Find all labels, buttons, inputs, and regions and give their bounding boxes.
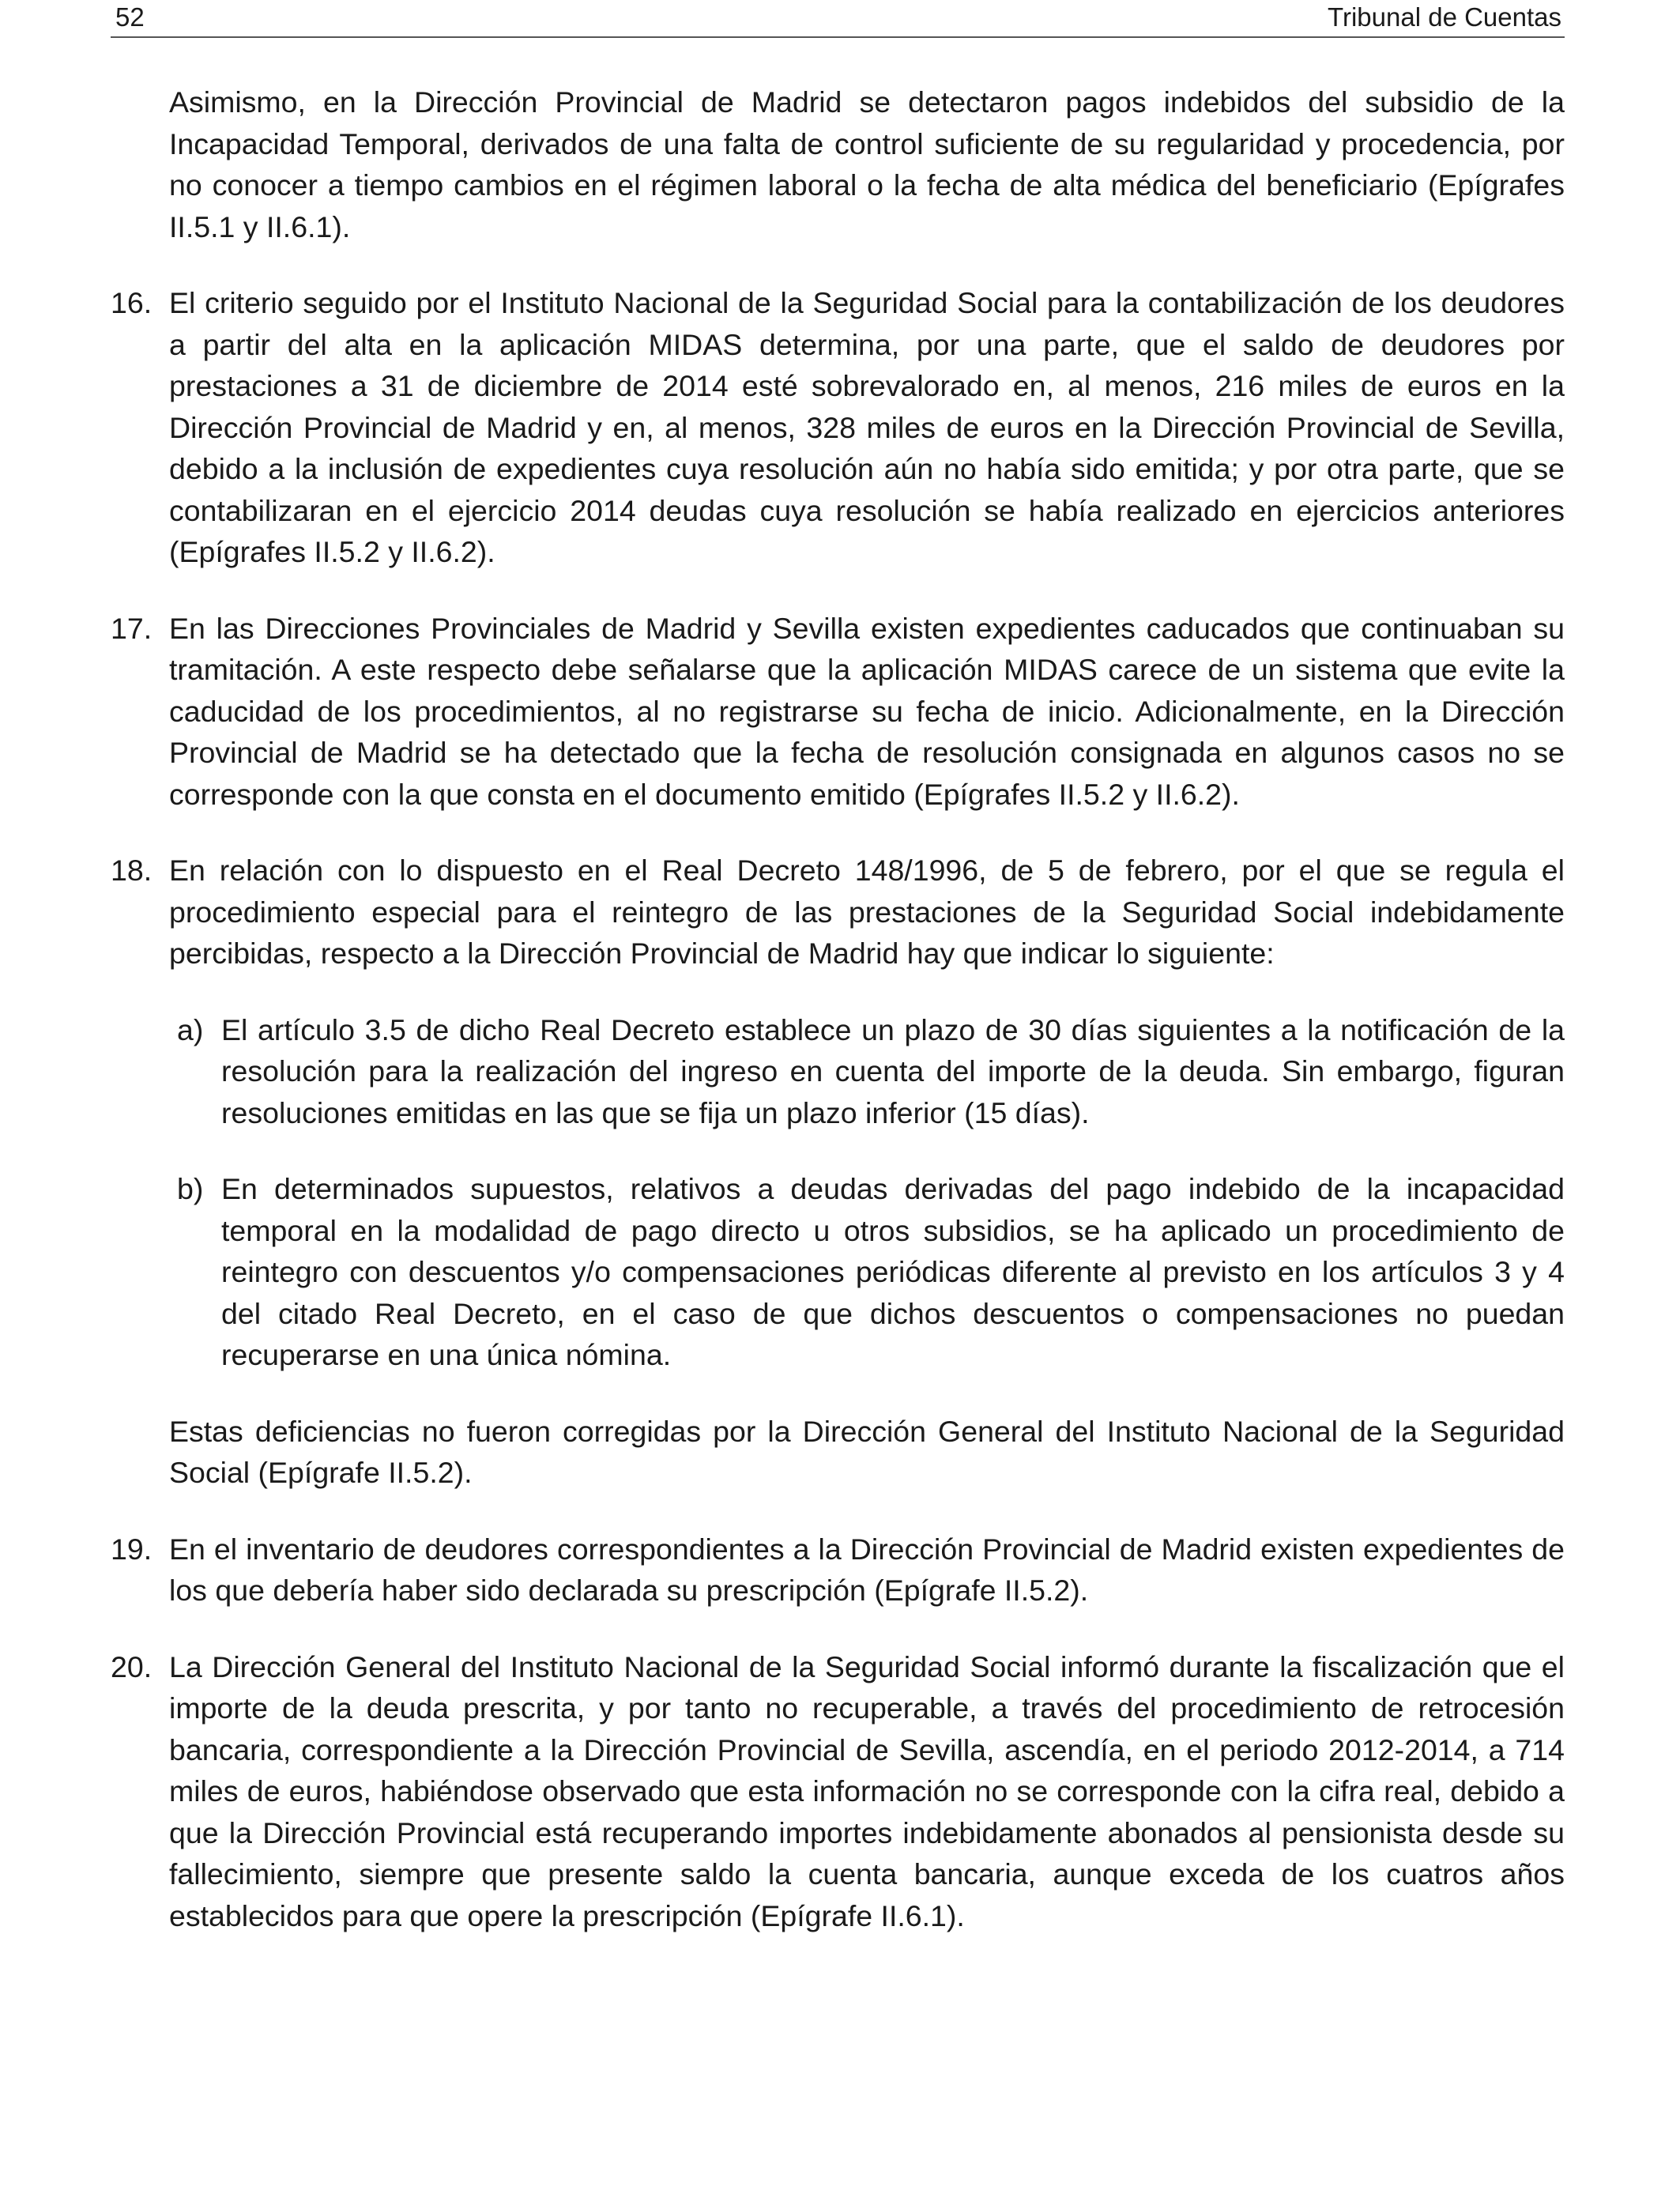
- list-item-16: [111, 282, 1565, 573]
- item-text: El criterio seguido por el Instituto Nacional de la Seguridad Social para la contabilización de los deudores a partir del alta en la aplicación MIDAS determina, por una parte, que el saldo de deudores por prestaciones a 31 de diciembre de 2014 esté sobrevalorado en, al menos, 216 miles de euros en la Dirección Provincial de Madrid y en, al menos, 328 miles de euros en la Dirección Provincial de Sevilla, debido a la inclusión de expedientes cuya resolución aún no había sido emitida; y por otra parte, que se contabilizaran en el ejercicio 2014 deudas cuya resolución se había realizado en ejercicios anteriores (Epígrafes II.5.2 y II.6.2).: [169, 286, 1565, 568]
- item-number: 19.: [111, 1532, 153, 1566]
- item-number: 16.: [111, 286, 153, 319]
- sub-item-text: En determinados supuestos, relativos a deudas derivadas del pago indebido de la incapacidad temporal en la modalidad de pago directo u otros subsidios, se ha aplicado un procedimiento de reintegro con descuentos y/o compensaciones periódicas diferente al previsto en los artículos 3 y 4 del citado Real Decreto, en el caso de que dichos descuentos o compensaciones no puedan recuperarse en una única nómina.: [221, 1172, 1565, 1371]
- closing-paragraph: Estas deficiencias no fueron corregidas por la Dirección General del Instituto Nacional de la Seguridad Social (Epígrafe II.5.2).: [169, 1414, 1565, 1489]
- item-number: 20.: [111, 1649, 153, 1683]
- item-number: 17.: [111, 611, 153, 645]
- item-text: La Dirección General del Instituto Nacional de la Seguridad Social informó durante la fiscalización que el importe de la deuda prescrita, y por tanto no recuperable, a través del procedimiento de retrocesión bancaria, correspondiente a la Dirección Provincial de Sevilla, ascendía, en el periodo 2012-2014, a 714 miles de euros, habiéndose observado que esta información no se corresponde con la cifra real, debido a que la Dirección Provincial está recuperando importes indebidamente abonados al pensionista desde su fallecimiento, siempre que presente saldo la cuenta bancaria, aunque exceda de los cuatros años establecidos para que opere la prescripción (Epígrafe II.6.1).: [169, 1649, 1565, 1932]
- list-item-17: [111, 608, 1565, 816]
- page-body: [111, 81, 1565, 1971]
- sub-item-b: [111, 1168, 1565, 1376]
- page-header: [111, 0, 1565, 38]
- intro-paragraph: Asimismo, en la Dirección Provincial de Madrid se detectaron pagos indebidos del subsidio de la Incapacidad Temporal, derivados de una falta de control suficiente de su regularidad y procedencia, por no conocer a tiempo cambios en el régimen laboral o la fecha de alta médica del beneficiario (Epígrafes II.5.1 y II.6.1).: [169, 85, 1565, 243]
- sub-item-letter: a): [177, 1012, 204, 1046]
- list-item-20: [111, 1646, 1565, 1937]
- item-number: 18.: [111, 854, 153, 887]
- item-text: En relación con lo dispuesto en el Real Decreto 148/1996, de 5 de febrero, por el que se regula el procedimiento especial para el reintegro de las prestaciones de la Seguridad Social indebidamente percibidas, respecto a la Dirección Provincial de Madrid hay que indicar lo siguiente:: [169, 854, 1565, 970]
- page-number: 52: [115, 2, 145, 32]
- item-text: En el inventario de deudores correspondientes a la Dirección Provincial de Madrid existen expedientes de los que debería haber sido declarada su prescripción (Epígrafe II.5.2).: [169, 1532, 1565, 1607]
- list-item-19: [111, 1529, 1565, 1612]
- item-text: En las Direcciones Provinciales de Madrid y Sevilla existen expedientes caducados que continuaban su tramitación. A este respecto debe señalarse que la aplicación MIDAS carece de un sistema que evite la caducidad de los procedimientos, al no registrarse su fecha de inicio. Adicionalmente, en la Dirección Provincial de Madrid se ha detectado que la fecha de resolución consignada en algunos casos no se corresponde con la que consta en el documento emitido (Epígrafes II.5.2 y II.6.2).: [169, 611, 1565, 811]
- list-item-18: [111, 850, 1565, 974]
- document-title: Tribunal de Cuentas: [1328, 2, 1561, 32]
- sub-item-text: El artículo 3.5 de dicho Real Decreto establece un plazo de 30 días siguientes a la notificación de la resolución para la realización del ingreso en cuenta del importe de la deuda. Sin embargo, figuran resoluciones emitidas en las que se fija un plazo inferior (15 días).: [221, 1012, 1565, 1129]
- sub-item-a: [111, 1009, 1565, 1134]
- sub-item-letter: b): [177, 1172, 204, 1205]
